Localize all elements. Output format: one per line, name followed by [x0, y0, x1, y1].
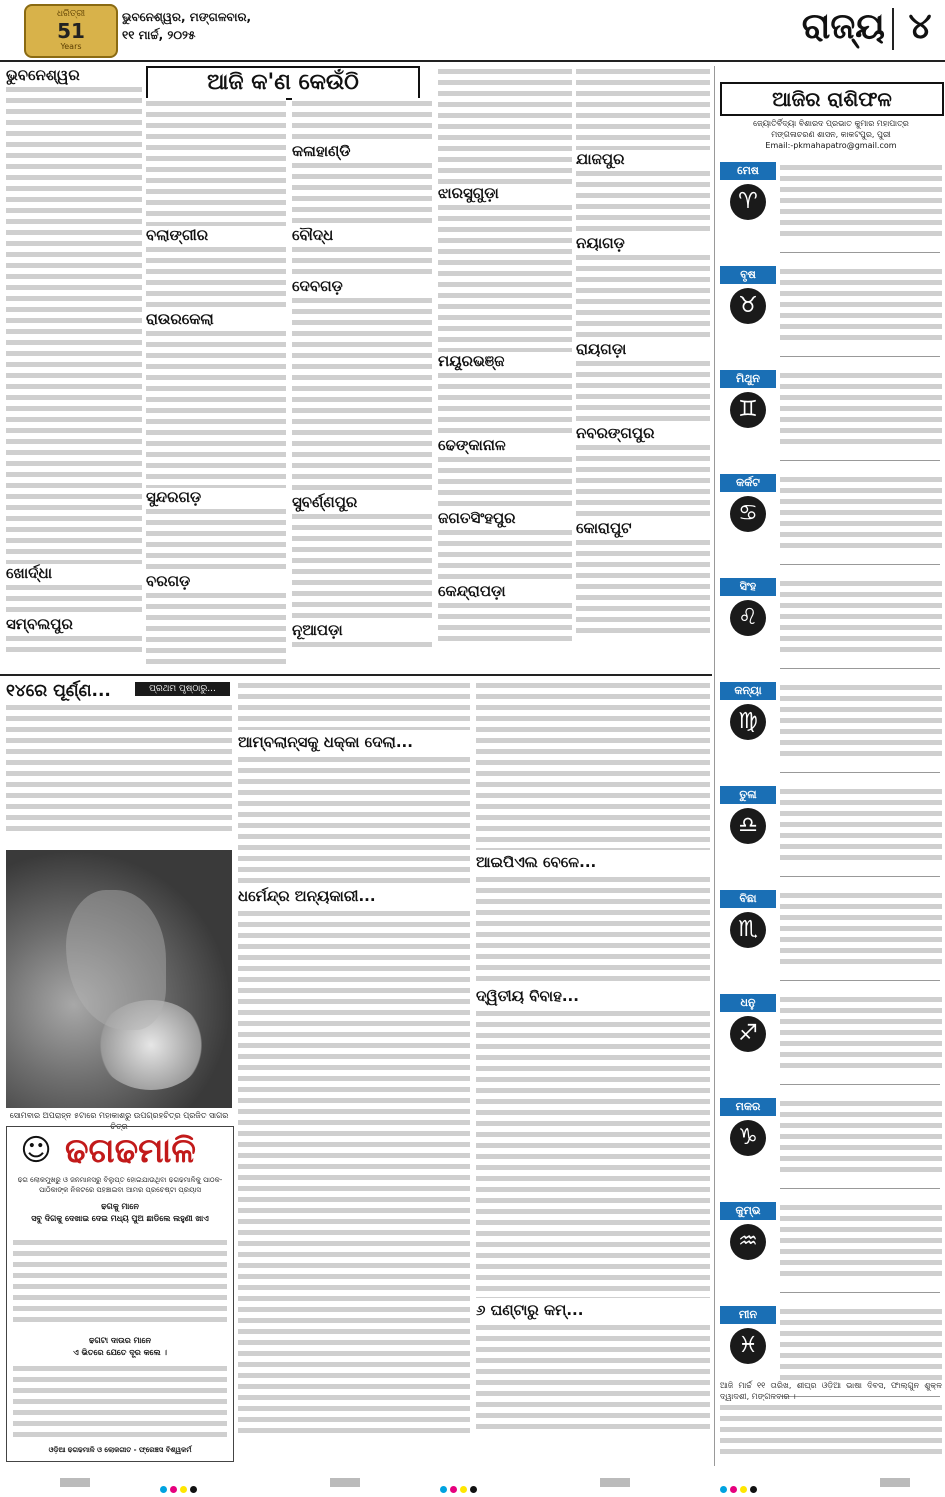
sign-row [720, 266, 942, 366]
events-col-1 [6, 66, 142, 671]
print-marks [0, 1468, 945, 1497]
sign-forecast [780, 474, 942, 550]
sign-separator [780, 564, 940, 565]
zodiac-icon: ♑ [730, 1120, 766, 1156]
event-body [292, 639, 432, 650]
section-rule [0, 674, 712, 676]
sign-forecast [780, 370, 942, 446]
story-body [238, 754, 470, 884]
sign-label: ବିଛା [720, 890, 776, 908]
event-body [292, 98, 432, 142]
sign-label: କନ୍ୟା [720, 682, 776, 700]
story-headline: ୬ ଘଣ୍ଟାରୁ କମ୍... [476, 1301, 584, 1319]
sign-separator [780, 876, 940, 877]
almanac-filler [720, 1402, 942, 1460]
district-heading: ନବରଙ୍ଗପୁର [576, 424, 655, 442]
sign-row [720, 786, 942, 886]
page-number: ୪ [908, 6, 932, 47]
sign-separator [780, 1084, 940, 1085]
continued-label: ପ୍ରଥମ ପୃଷ୍ଠାରୁ... [135, 682, 230, 696]
events-col-3 [292, 98, 432, 671]
district-heading: ସମ୍ବଲପୁର [6, 615, 73, 633]
sign-label: ମେଷ [720, 162, 776, 180]
sign-label: ମିଥୁନ [720, 370, 776, 388]
sign-forecast [780, 1306, 942, 1382]
proverb-title: ଢଗଢମାଳି [65, 1131, 196, 1171]
anniversary-badge [24, 4, 118, 58]
proverb-line-4: ଏ ଭିତରେ ଯେତେ ଦୂର କଲେ । [73, 1348, 167, 1357]
proverb-footer: ଓଡ଼ିଆ ଢଗଢମାଳି ଓ ଲୋକଗୀତ - ଫ୍ରେଞ୍ଚସ ବିଶ୍ୱକର୍ମ [48, 1446, 192, 1454]
zodiac-icon: ♊ [730, 392, 766, 428]
zodiac-icon: ♓ [730, 1328, 766, 1364]
event-body [576, 66, 710, 150]
sign-forecast [780, 682, 942, 758]
sign-row [720, 1098, 942, 1198]
events-col-4 [438, 66, 572, 671]
zodiac-icon: ♌ [730, 600, 766, 636]
event-body [438, 527, 572, 582]
district-heading: ଝାରସୁଗୁଡ଼ା [438, 184, 499, 202]
sign-separator [780, 668, 940, 669]
sign-row [720, 890, 942, 990]
gray-bar [600, 1478, 630, 1487]
zodiac-icon: ♐ [730, 1016, 766, 1052]
event-body [438, 66, 572, 184]
events-title: ଆଜି କ'ଣ କେଉଁଠି [207, 70, 359, 95]
sign-forecast [780, 1202, 942, 1278]
cartoon-icon: ☺ [20, 1133, 52, 1168]
district-heading: ରାଉରକେଲା [146, 310, 214, 328]
almanac-text [720, 1380, 942, 1460]
horoscope-byline [720, 118, 942, 151]
event-body [292, 511, 432, 621]
almanac-lead: ଆଜି ମାର୍ଚ୍ଚ ୧୧ ତାରିଖ, ଶୀଘ୍ର ଓଡ଼ିଆ ଭାଷା ଦିବସ, ଫାଲ୍ଗୁନ ଶୁକ୍ଳ ଦ୍ୱାଦଶୀ, ମଙ୍ଗଳବାର । [720, 1381, 942, 1401]
dateline-date: ୧୧ ମାର୍ଚ୍ଚ, ୨୦୨୫ [122, 28, 196, 42]
zodiac-icon: ♒ [730, 1224, 766, 1260]
event-body [292, 295, 432, 493]
events-col-5 [576, 66, 710, 671]
event-body [146, 590, 286, 667]
zodiac-icon: ♎ [730, 808, 766, 844]
lead-headline: ୧୪ରେ ପୂର୍ଣ୍ଣ... [6, 681, 111, 701]
horoscope-title-bar [720, 82, 944, 116]
sign-separator [780, 980, 940, 981]
district-heading: ସୁନ୍ଦରଗଡ଼ [146, 488, 202, 506]
story-headline: ଆମ୍ବଲାନ୍ସକୁ ଧକ୍କା ଦେଲା... [238, 733, 413, 751]
sign-label: ମୀନ [720, 1306, 776, 1324]
district-heading: ରାୟଗଡ଼ା [576, 340, 627, 358]
story-body [238, 908, 470, 1436]
sign-forecast [780, 1098, 942, 1174]
sign-forecast [780, 162, 942, 238]
sign-separator [780, 252, 940, 253]
event-body [292, 244, 432, 277]
sign-forecast [780, 890, 942, 966]
sign-separator [780, 460, 940, 461]
story-body [476, 1008, 710, 1298]
sign-forecast [780, 786, 942, 862]
sign-separator [780, 1292, 940, 1293]
sign-label: ବୃଷ [720, 266, 776, 284]
event-body [438, 600, 572, 644]
gray-bar [330, 1478, 360, 1487]
district-heading: ଖୋର୍ଦ୍ଧା [6, 564, 53, 582]
masthead [0, 0, 945, 62]
district-heading: କଳାହାଣ୍ଡି [292, 142, 351, 160]
horoscope-title: ଆଜିର ରାଶିଫଳ [772, 87, 892, 111]
proverb-body [13, 1237, 227, 1327]
sign-row [720, 1202, 942, 1302]
badge-sub: Years [60, 42, 82, 51]
sign-row [720, 370, 942, 470]
byline-email: Email:-pkmahapatro@gmail.com [765, 141, 897, 150]
sign-forecast [780, 578, 942, 654]
sign-forecast [780, 266, 942, 342]
event-body [438, 454, 572, 509]
proverb-column [6, 1126, 234, 1462]
district-heading: ଯାଜପୁର [576, 150, 625, 168]
byline-author: ଜ୍ୟୋତିର୍ବିଦ୍ୟା ବିଶାରଦ ପ୍ରଭାତ କୁମାର ମହାପାତ୍ର [753, 119, 909, 128]
story-col-middle [238, 680, 470, 1460]
zodiac-icon: ♏ [730, 912, 766, 948]
event-body [292, 160, 432, 226]
events-col-2 [146, 98, 286, 671]
badge-number: 51 [57, 19, 85, 43]
event-body [576, 168, 710, 234]
sign-forecast [780, 994, 942, 1070]
district-heading: ଜଗତସିଂହପୁର [438, 509, 516, 527]
district-heading: ବରଗଡ଼ [146, 572, 191, 590]
district-heading: କୋରାପୁଟ [576, 519, 632, 537]
event-body [576, 537, 710, 636]
sign-separator [780, 772, 940, 773]
story-body [476, 680, 710, 850]
event-body [6, 84, 142, 564]
story-body [476, 874, 710, 984]
sign-separator [780, 356, 940, 357]
event-body [146, 98, 286, 226]
district-heading: ବୌଦ୍ଧ [292, 226, 334, 244]
zodiac-icon: ♍ [730, 704, 766, 740]
story-headline: ଆଇପିଏଲ ବେଳେ... [476, 853, 597, 871]
event-body [146, 328, 286, 488]
district-heading: ମୟୂରଭଞ୍ଜ [438, 352, 505, 370]
story-body [238, 680, 470, 730]
proverb-subtitle: ଢଗ ଲୋକମୁଖରୁ ଓ ଜନମାନସରୁ ବିଲୁପ୍ତ ହୋଇଯାଉଥିବା ଢଗଢମାଳିକୁ ପାଠକ-ପାଠିକାଙ୍କ ନିକଟରେ ପହଞ୍ଚାଇବା ଆମର ପ୍ରଚେଷ୍ଟା ପ୍ରୟାସ [17, 1176, 223, 1194]
byline-address: ମଙ୍ଗଳାଚରଣ ଶାସନ, କାକଟପୁର, ପୁରୀ [771, 130, 891, 139]
zodiac-icon: ♋ [730, 496, 766, 532]
district-heading: ସୁବର୍ଣ୍ଣପୁର [292, 493, 358, 511]
sign-row [720, 162, 942, 262]
events-title-bar [146, 66, 420, 100]
dateline-day: ଭୁବନେଶ୍ୱର, ମଙ୍ଗଳବାର, [122, 10, 252, 24]
zodiac-icon: ♉ [730, 288, 766, 324]
story-headline: ଧର୍ମେନ୍ଦ୍ର ଅନ୍ୟକାରୀ... [238, 887, 376, 905]
district-heading: ବଲାଙ୍ଗୀର [146, 226, 209, 244]
dateline [122, 8, 322, 44]
story-body [476, 1322, 710, 1432]
event-body [146, 244, 286, 310]
photo-caption: ସୋମବାର ଅପରାହ୍ନ ୫ଟାରେ ମହାକାଶରୁ ଉପଗ୍ରହଚିତ୍ର ପ୍ରଜିତ ସାଗର ଚିତ୍ର [9, 1111, 229, 1131]
column-rule [714, 66, 715, 1466]
event-body [576, 358, 710, 424]
section-divider [892, 8, 894, 50]
sign-label: ସିଂହ [720, 578, 776, 596]
gray-bar [60, 1478, 90, 1487]
zodiac-icon: ♈ [730, 184, 766, 220]
proverb-line-3: ଢଗଟା ଦାଉର ମାନେ [88, 1336, 151, 1345]
color-dots [160, 1478, 200, 1497]
gray-bar [880, 1478, 910, 1487]
section-title: ରାଜ୍ୟ [801, 6, 885, 47]
sign-label: ତୁଳା [720, 786, 776, 804]
story-headline: ଦ୍ୱିତୀୟ ବିବାହ... [476, 987, 579, 1005]
sign-separator [780, 1188, 940, 1189]
event-body [6, 633, 142, 655]
sign-label: କୁମ୍ଭ [720, 1202, 776, 1220]
district-heading: ନୟାଗଡ଼ [576, 234, 625, 252]
district-heading: କେନ୍ଦ୍ରାପଡ଼ା [438, 582, 506, 600]
event-body [438, 202, 572, 352]
sign-label: ଧନୁ [720, 994, 776, 1012]
event-body [146, 506, 286, 572]
color-dots [440, 1478, 480, 1497]
masthead-rule [0, 60, 945, 62]
landmass [66, 890, 166, 1030]
badge-top: ଧରିତ୍ରୀ [56, 9, 86, 19]
sign-row [720, 578, 942, 678]
event-body [576, 252, 710, 340]
satellite-image [6, 850, 232, 1108]
color-dots [720, 1478, 760, 1497]
proverb-body [13, 1363, 227, 1443]
sign-label: ମକର [720, 1098, 776, 1116]
event-body [576, 442, 710, 519]
lead-story [6, 680, 232, 840]
lead-body [6, 702, 232, 832]
sign-row [720, 682, 942, 782]
sign-row [720, 474, 942, 574]
event-body [6, 582, 142, 615]
district-heading: ଭୁବନେଶ୍ୱର [6, 66, 80, 84]
proverb-line-1: ଢଗକୁ ମାନେ [101, 1202, 139, 1211]
sign-label: କର୍କଟ [720, 474, 776, 492]
proverb-line-2: ସବୁ ଦିଗକୁ ଦେଖାଇ ଦେଇ ମଧ୍ୟ ପୁଅ ଛାଡିଲେ ଲହୁଣୀ ଖାଏ [31, 1214, 209, 1223]
district-heading: ଦେବଗଡ଼ [292, 277, 343, 295]
district-heading: ଢେଙ୍କାନାଳ [438, 436, 506, 454]
story-col-right [476, 680, 710, 1460]
district-heading: ନୂଆପଡ଼ା [292, 621, 343, 639]
sign-row [720, 994, 942, 1094]
event-body [438, 370, 572, 436]
